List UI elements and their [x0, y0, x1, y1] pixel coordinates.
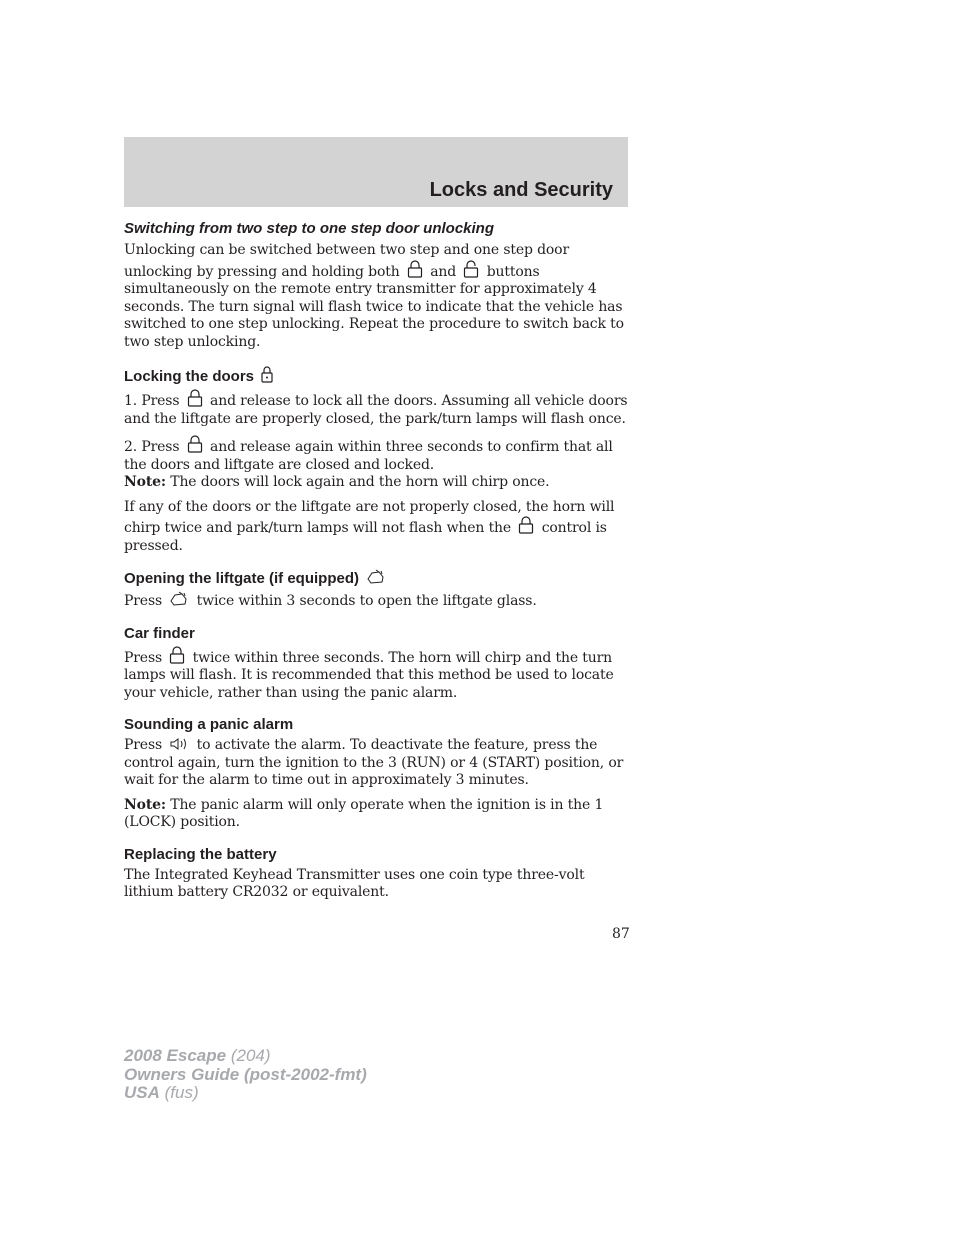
lock-icon [169, 646, 185, 664]
section-battery [124, 846, 629, 902]
section-switching [124, 220, 629, 351]
text: 1. Press [124, 393, 180, 409]
liftgate-icon [169, 591, 189, 607]
page-content [124, 220, 629, 916]
lock-icon [518, 516, 534, 534]
text: Press [124, 593, 163, 609]
section-carfinder [124, 625, 629, 703]
note-locking [124, 474, 629, 492]
text: The doors will lock again and the horn will chirp once. [170, 474, 550, 490]
heading-panic: Sounding a panic alarm [124, 716, 294, 733]
paragraph-carfinder [124, 646, 629, 703]
panic-icon [169, 737, 189, 751]
paragraph-battery: The Integrated Keyhead Transmitter uses one coin type three-volt lithium battery CR2032 or equivalent. [124, 866, 585, 900]
section-panic [124, 716, 629, 832]
text: buttons simultaneously on the remote entry transmitter for approximately 4 seconds. The turn signal will flash twice to indicate that the vehicle has switched to one step unlocking. Repeat the procedure to switch back to two step unlocking. [124, 263, 624, 350]
lock-icon [187, 435, 203, 453]
text: Unlocking can be switched between two step and one step door unlocking by pressing and holding both [124, 242, 569, 280]
text: and release to lock all the doors. Assuming all vehicle doors and the liftgate are properly closed, the park/turn lamps will flash once. [124, 393, 628, 427]
note-label: Note: [124, 474, 166, 490]
text: and release again within three seconds to confirm that all the doors and liftgate are closed and locked. [124, 439, 613, 473]
text: If any of the doors or the liftgate are not properly closed, the horn will chirp twice and park/turn lamps will not flash when the [124, 498, 615, 536]
text: control is pressed. [124, 520, 607, 554]
section-locking [124, 365, 629, 555]
lock-icon [407, 260, 423, 278]
text: 2. Press [124, 439, 180, 455]
section-liftgate [124, 569, 629, 611]
paragraph-panic [124, 737, 629, 790]
section-title: Locks and Security [429, 179, 613, 201]
footer-line1 [124, 1047, 367, 1066]
paragraph-locking-step1 [124, 389, 629, 428]
text: and [430, 263, 457, 280]
heading-switching: Switching from two step to one step door unlocking [124, 220, 494, 237]
text: twice within three seconds. The horn will chirp and the turn lamps will flash. It is recommended that this method be used to locate your vehicle, rather than using the panic alarm. [124, 649, 614, 701]
footer-guide: Owners Guide (post-2002-fmt) [124, 1064, 367, 1084]
lock-icon [187, 389, 203, 407]
heading-text: Locking the doors [124, 368, 255, 385]
footer-model: 2008 Escape [124, 1046, 227, 1065]
lock-icon [261, 365, 273, 383]
note-panic [124, 797, 629, 832]
text: Press [124, 649, 163, 666]
heading-locking [124, 365, 629, 385]
paragraph-switching [124, 242, 629, 351]
page-number: 87 [612, 926, 630, 942]
footer-market: USA [124, 1083, 160, 1102]
section-header-band [124, 137, 628, 207]
text: Press [124, 737, 163, 753]
footer-market-code: (fus) [164, 1083, 199, 1102]
text: twice within 3 seconds to open the liftgate glass. [196, 593, 537, 609]
paragraph-locking-step2 [124, 435, 629, 474]
heading-liftgate [124, 569, 629, 587]
text: The panic alarm will only operate when the ignition is in the 1 (LOCK) position. [124, 796, 604, 830]
liftgate-icon [366, 569, 386, 585]
footer-code: (204) [230, 1046, 271, 1065]
footer-line2 [124, 1066, 367, 1085]
footer-line3 [124, 1084, 367, 1103]
unlock-icon [463, 260, 479, 278]
paragraph-liftgate [124, 591, 629, 611]
footer [124, 1047, 367, 1103]
text: to activate the alarm. To deactivate the feature, press the control again, turn the ignition to the 3 (RUN) or 4 (START) position, or wait for the alarm to time out in approximately 3 minutes. [124, 737, 624, 788]
heading-text: Opening the liftgate (if equipped) [124, 570, 359, 587]
heading-battery: Replacing the battery [124, 845, 277, 863]
heading-carfinder: Car finder [124, 624, 195, 642]
note-label: Note: [124, 796, 166, 813]
paragraph-locking-warning [124, 499, 629, 556]
